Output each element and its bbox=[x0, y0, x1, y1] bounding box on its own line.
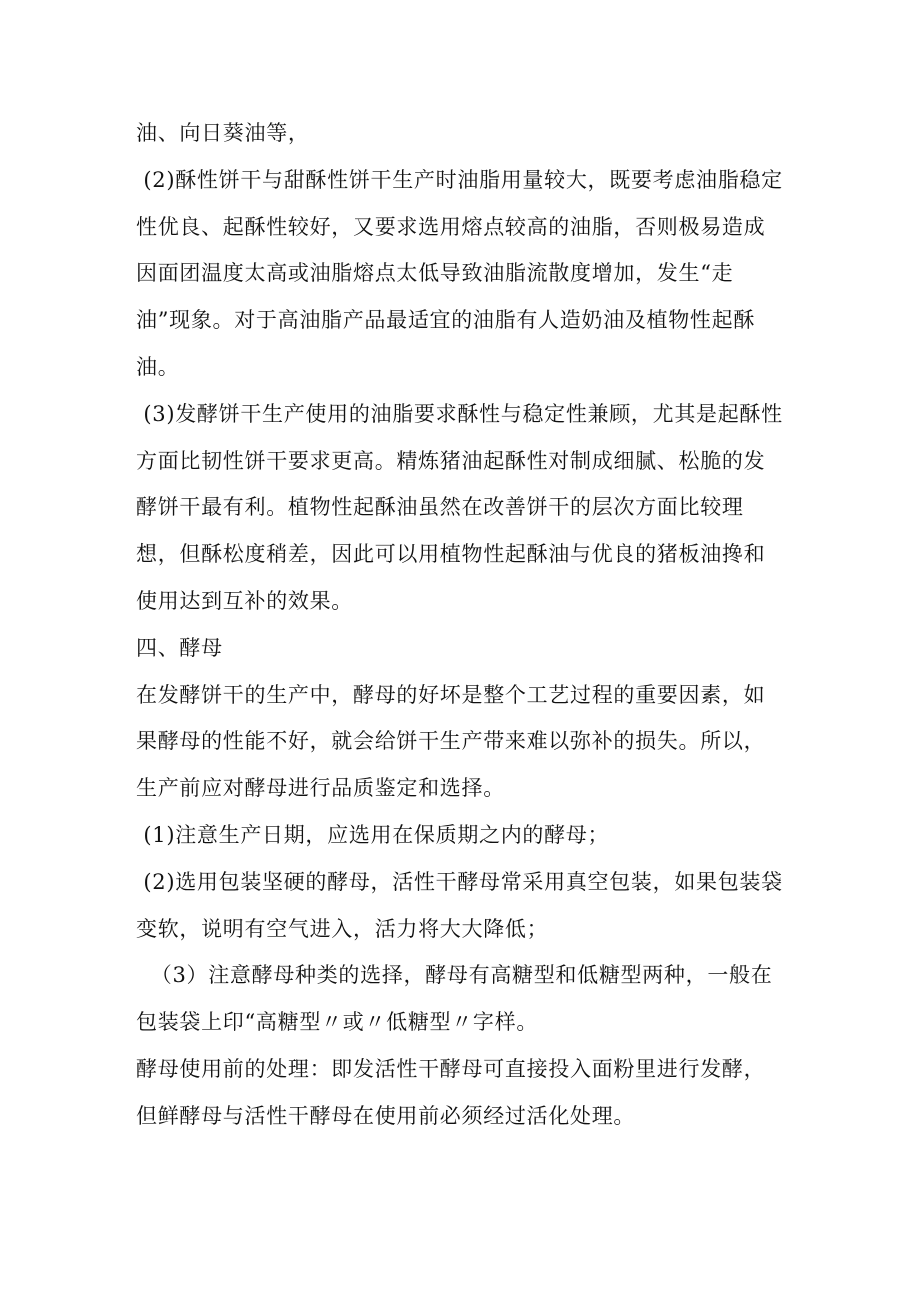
paragraph-item-3-oil: (3)发酵饼干生产使用的油脂要求酥性与稳定性兼顾，尤其是起酥性方面比韧性饼干要求更高。精炼猪油起酥性对制成细腻、松脆的发酵饼干最有利。植物性起酥油虽然在改善饼干的层次方面比较理想，但酥松度稍差，因此可以用植物性起酥油与优良的猪板油搀和使用达到互补的效果。 bbox=[136, 401, 783, 613]
paragraph-item-2-oil: (2)酥性饼干与甜酥性饼干生产时油脂用量较大，既要考虑油脂稳定性优良、起酥性较好，又要求选用熔点较高的油脂，否则极易造成因面团温度太高或油脂熔点太低导致油脂流散度增加，发生“走油”现象。对于高油脂产品最适宜的油脂有人造奶油及植物性起酥油。 bbox=[136, 167, 783, 379]
paragraph-yeast-treatment: 酵母使用前的处理：即发活性干酵母可直接投入面粉里进行发酵，但鲜酵母与活性干酵母在使用前必须经过活化处理。 bbox=[136, 1056, 766, 1128]
body-text bbox=[136, 110, 786, 1140]
paragraph-item-3-yeast: （3）注意酵母种类的选择，酵母有高糖型和低糖型两种，一般在包装袋上印“高糖型〃或〃低糖型〃字样。 bbox=[136, 963, 773, 1035]
paragraph-item-2-yeast: (2)选用包装坚硬的酵母，活性干酵母常采用真空包装，如果包装袋变软，说明有空气进入，活力将大大降低； bbox=[136, 869, 783, 941]
paragraph-item-1-yeast: (1)注意生产日期，应选用在保质期之内的酵母； bbox=[136, 822, 610, 847]
paragraph-oil-continuation: 油、向日葵油等， bbox=[136, 121, 310, 145]
section-heading-yeast: 四、酵母 bbox=[136, 635, 223, 660]
paragraph-yeast-intro: 在发酵饼干的生产中，酵母的好坏是整个工艺过程的重要因素，如果酵母的性能不好，就会给饼干生产带来难以弥补的损失。所以，生产前应对酵母进行品质鉴定和选择。 bbox=[136, 682, 766, 801]
